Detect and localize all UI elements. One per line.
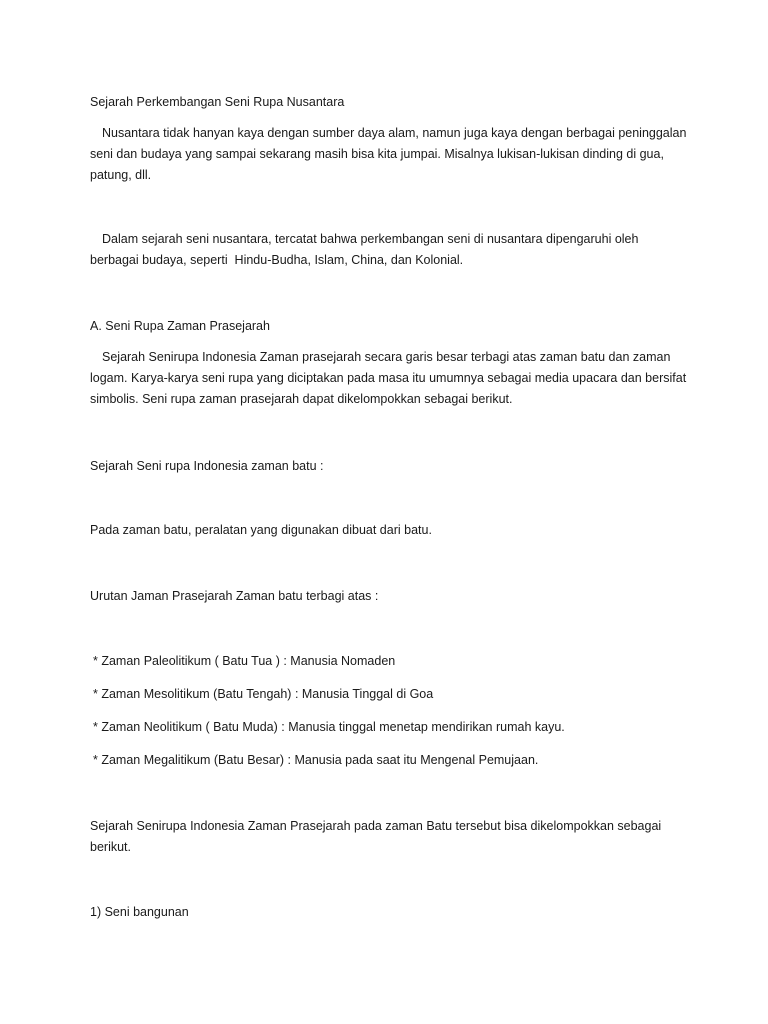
period-item-megalitikum: * Zaman Megalitikum (Batu Besar) : Manusia pada saat itu Mengenal Pemujaan. bbox=[93, 753, 539, 767]
grouping-paragraph: Sejarah Senirupa Indonesia Zaman Prasejarah pada zaman Batu tersebut bisa dikelompokkan sebagai berikut. bbox=[90, 819, 665, 854]
stone-age-text: Pada zaman batu, peralatan yang digunakan dibuat dari batu. bbox=[90, 523, 432, 537]
influence-paragraph: Dalam sejarah seni nusantara, tercatat bahwa perkembangan seni di nusantara dipengaruhi oleh berbagai budaya, seperti Hindu-Budha, Islam, China, dan Kolonial. bbox=[90, 232, 642, 267]
section-a-paragraph: Sejarah Senirupa Indonesia Zaman prasejarah secara garis besar terbagi atas zaman batu dan zaman logam. Karya-karya seni rupa yang diciptakan pada masa itu umumnya sebagai media upacara dan bersifat simbolis. Seni rupa zaman prasejarah dapat dikelompokkan sebagai berikut. bbox=[90, 350, 690, 406]
order-heading: Urutan Jaman Prasejarah Zaman batu terbagi atas : bbox=[90, 589, 379, 603]
stone-age-heading: Sejarah Seni rupa Indonesia zaman batu : bbox=[90, 459, 324, 473]
period-item-mesolitikum: * Zaman Mesolitikum (Batu Tengah) : Manusia Tinggal di Goa bbox=[93, 687, 434, 701]
intro-paragraph: Nusantara tidak hanyan kaya dengan sumber daya alam, namun juga kaya dengan berbagai peninggalan seni dan budaya yang sampai sekarang masih bisa kita jumpai. Misalnya lukisan-lukisan dinding di gua, patung, dll. bbox=[90, 126, 690, 182]
document-title: Sejarah Perkembangan Seni Rupa Nusantara bbox=[90, 95, 345, 109]
period-item-paleolitikum: * Zaman Paleolitikum ( Batu Tua ) : Manusia Nomaden bbox=[93, 654, 396, 668]
period-item-neolitikum: * Zaman Neolitikum ( Batu Muda) : Manusia tinggal menetap mendirikan rumah kayu. bbox=[93, 720, 565, 734]
subheading-seni-bangunan: 1) Seni bangunan bbox=[90, 905, 189, 919]
section-a-heading: A. Seni Rupa Zaman Prasejarah bbox=[90, 319, 270, 333]
